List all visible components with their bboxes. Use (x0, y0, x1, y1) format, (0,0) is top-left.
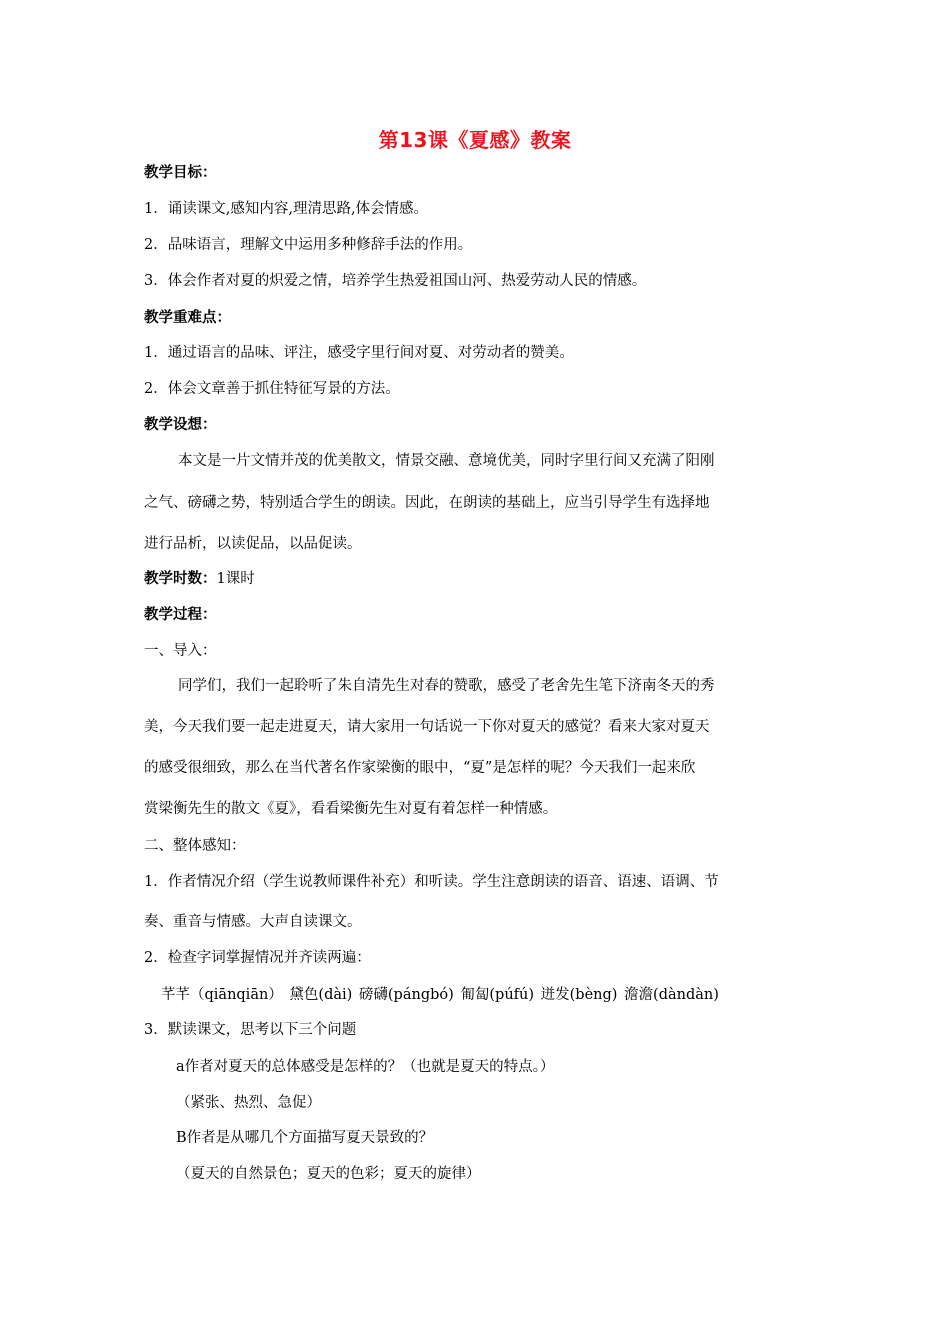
design-heading: 教学设想： (144, 417, 217, 433)
answer-line: （夏天的自然景色；夏天的色彩；夏天的旋律） (176, 1166, 481, 1182)
intro-heading: 一、导入： (144, 643, 217, 659)
step-line: 1．作者情况介绍（学生说教师课件补充）和听读。学生注意朗读的语音、语速、语调、节 (144, 874, 719, 890)
question-line: a作者对夏天的总体感受是怎样的？（也就是夏天的特点。） (176, 1059, 555, 1075)
process-heading: 教学过程： (144, 607, 217, 623)
hours-row (144, 569, 255, 589)
step-line: 奏、重音与情感。大声自读课文。 (144, 914, 362, 930)
key-points-heading: 教学重难点： (144, 310, 231, 326)
intro-paragraph-line: 同学们，我们一起聆听了朱自清先生对春的赞歌，感受了老舍先生笔下济南冬天的秀 (178, 678, 715, 694)
step-line: 3．默读课文，思考以下三个问题 (144, 1022, 357, 1038)
goal-item: 3．体会作者对夏的炽爱之情，培养学生热爱祖国山河、热爱劳动人民的情感。 (144, 273, 647, 289)
overall-heading: 二、整体感知： (144, 838, 246, 854)
intro-paragraph-line: 的感受很细致，那么在当代著名作家梁衡的眼中，“夏”是怎样的呢？今天我们一起来欣 (144, 760, 696, 776)
intro-paragraph-line: 赏梁衡先生的散文《夏》，看看梁衡先生对夏有着怎样一种情感。 (144, 801, 558, 817)
intro-paragraph-line: 美，今天我们要一起走进夏天，请大家用一句话说一下你对夏天的感觉？看来大家对夏天 (144, 719, 710, 735)
vocab-line: 芊芊（qiānqiān） 黛色(dài) 磅礴(pángbó) 匍匐(púfú) 迸发(bèng) 澹澹(dàndàn) (161, 987, 719, 1003)
design-paragraph-line: 之气、磅礴之势，特别适合学生的朗读。因此，在朗读的基础上，应当引导学生有选择地 (144, 495, 710, 511)
answer-line: （紧张、热烈、急促） (176, 1095, 321, 1111)
key-point-item: 1．通过语言的品味、评注，感受字里行间对夏、对劳动者的赞美。 (144, 345, 574, 361)
hours-value: 1课时 (216, 571, 255, 587)
goals-heading: 教学目标： (144, 165, 217, 181)
document-title: 第13课《夏感》教案 (378, 128, 572, 152)
goal-item: 1．诵读课文,感知内容,理清思路,体会情感。 (144, 201, 429, 217)
hours-heading: 教学时数： (144, 571, 217, 587)
goal-item: 2．品味语言，理解文中运用多种修辞手法的作用。 (144, 237, 473, 253)
design-paragraph-line: 进行品析，以读促品，以品促读。 (144, 536, 362, 552)
key-point-item: 2．体会文章善于抓住特征写景的方法。 (144, 381, 400, 397)
question-line: B作者是从哪几个方面描写夏天景致的？ (176, 1130, 434, 1146)
design-paragraph-line: 本文是一片文情并茂的优美散文，情景交融、意境优美，同时字里行间又充满了阳刚 (178, 453, 715, 469)
step-line: 2．检查字词掌握情况并齐读两遍： (144, 950, 371, 966)
